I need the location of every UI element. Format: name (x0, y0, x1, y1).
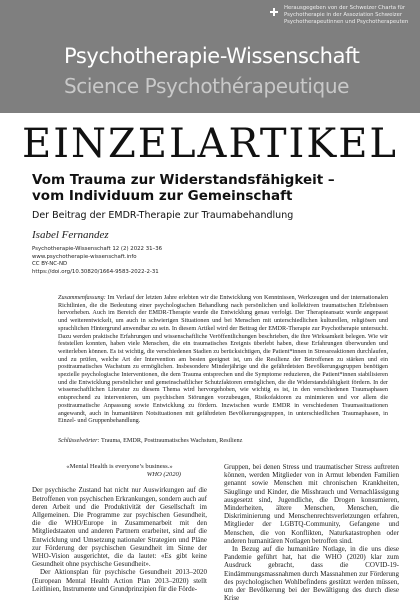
body-paragraph: Der Aktionsplan für psychische Gesundheit 2013–2020 (European Mental Health Action Plan 2013–2020) stellt Leitlinien, Instrumente und Grundprinzipien für die Förde- (32, 568, 207, 593)
single-article-banner: EINZELARTIKEL (22, 121, 398, 167)
article-title (32, 172, 402, 204)
journal-title: Psychotherapie-Wissenschaft (64, 44, 360, 68)
motto-quote: «Mental Health is everyone’s business.» (66, 463, 173, 470)
body-paragraph: Gruppen, bei denen Stress und traumatischer Stress auftreten können, werden Mitglieder von in Armut lebenden Familien genannt sowie Menschen mit chronischen Krankheiten, Säuglinge und Kinder, die Misshrauch und Vernachlässigung ausgesetzt sind, Jugendliche, die Drogen konsumieren, Minderheiten, ältere Menschen, Menschen, die Diskriminierung und Menschenrechtsverletzungen erfahren, Mitglieder der LGBTQ-Community, Gefangene und Menschen, die von Konflikten, Naturkatastrophen oder anderen humanitären Notlagen betroffen sind. (224, 463, 399, 545)
publisher-line: Psychotherapie in der Assoziation Schweizer (284, 12, 403, 18)
citation-line: Psychotherapie-Wissenschaft 12 (2) 2022 31–36 (32, 246, 163, 252)
abstract-label: Zusammenfassung: (58, 294, 106, 301)
keywords (58, 437, 388, 444)
body-column-right (224, 463, 399, 602)
publisher-note (284, 5, 416, 26)
publisher-line: Herausgegeben von der Schweizer Charta für (284, 5, 406, 11)
body-column-left (32, 463, 207, 593)
article-title-line: vom Individuum zur Gemeinschaft (32, 188, 293, 204)
body-paragraph: In Bezug auf die humanitäre Notlage, in die uns diese Pandemie geführt hat, hat die WHO (2020) klar zum Ausdruck gebracht, dass die COVID-19-Eindämmungsmassnahmen durch Massnahmen zur Förderung des psychologischen Wohlbefindens gestützt werden müssen, um der Bevölkerung bei der Bewältigung des durch diese Krise (224, 545, 399, 602)
article-subtitle: Der Beitrag der EMDR-Therapie zur Traumabehandlung (32, 210, 294, 221)
journal-header-band (0, 0, 420, 113)
article-author: Isabel Fernandez (32, 229, 109, 241)
doi-link[interactable]: https://doi.org/10.30820/1664-9583-2022-2-31 (32, 268, 159, 275)
abstract (58, 294, 388, 425)
abstract-text: Im Verlauf der letzten Jahre erlebten wir die Entwicklung von Kenntnissen, Werkzeugen und der internationalen Richtlinien, die die Bedeutung einer psychologischen Behandlung nach persönlichen und kollektiven traumatischen Erlebnissen hervorheben. Auch im Bereich der EMDR-Therapie wurde die Entwicklung genau verfolgt. Der Therapieansatz wurde angepasst und weiterentwickelt, um auch in schwierigen Situationen und bei Menschen mit unterschiedlichen kulturellen, religiösen und sprachlichen Hintergrund anwendbar zu sein. In diesem Artikel wird der Beitrag der EMDR-Therapie zur Psychotherapie untersucht. Dazu werden praktische Erfahrungen und wissenschaftliche Veröffentlichungen beschrieben, die ihre Wirksamkeit belegen. Wie wir feststellen konnten, haben viele Menschen, die ein traumatisches Ereignis überlebt haben, diese Erfahrungen überwunden und weiterleben können. Es ist wichtig, die verschiedenen Stadien zu berücksichtigen, die Patient*innen in Stressreaktionen durchlaufen, und zu prüfen, welche Art der Intervention am besten geeignet ist, um die Resilienz der Betroffenen zu stärken und ein posttraumatisches Wachstum zu ermöglichen. Insbesondere Minderjährige und die gefährdetsten Bevölkerungsgruppen benötigen spezielle psychologische Interventionen, die dem Trauma entsprechen und die Symptome reduzieren, die Patient*innen stabilisieren und die Entwicklung persönlicher und gemeinschaftlicher Schutzfaktoren ermöglichen, die die Widerstandsfähigkeit fördern. In der wissenschaftlichen Literatur zu diesem Thema wird hervorgehoben, wie wichtig es ist, in den verschiedenen Traumaphasen entsprechend zu intervenieren, um psychischen Störungen vorzubeugen, Risikofaktoren zu minimieren und vor allem die posttraumatische Anpassung sowie Entwicklung zu fördern. Inzwischen wurde EMDR in verschiedenen Traumasituationen angewandt, auch in humanitären Notsituationen mit gefährdeten Bevölkerungsgruppen, in unterschiedlichen Traumaphasen, in Einzel- und Gruppenbehandlung. (58, 294, 389, 425)
license-line: CC BY-NC-ND (32, 261, 68, 268)
citation-meta (32, 246, 162, 276)
swiss-cross-logo-icon (270, 8, 278, 16)
article-title-line: Vom Trauma zur Widerstandsfähigkeit – (32, 172, 335, 188)
keywords-label: Schlüsselwörter: (58, 437, 100, 444)
body-paragraph: Der psychische Zustand hat nicht nur Auswirkungen auf die Betroffenen von psychischen Erkrankungen, sondern auch auf deren Arbeit und die Produktivität der Gesellschaft im Allgemeinen. Die Programme zur psychischen Gesundheit, die die WHO/Europe in Zusammenarbeit mit den Mitgliedstaaten und anderen Partnern erarbeitet, sind auf die Entwicklung und Umsetzung nationaler Strategien und Pläne zur Förderung der psychischen Gesundheit im Sinne der WHO-Vision ausgerichtet, die da lautet: «Es gibt keine Gesundheit ohne psychische Gesundheit». (32, 486, 207, 569)
publisher-line: Psychotherapeutinnen und Psychotherapeuten (284, 19, 409, 25)
keywords-text: Trauma, EMDR, Posttraumatisches Wachstum, Resilienz (101, 437, 243, 444)
journal-subtitle: Science Psychothérapeutique (64, 74, 350, 98)
motto-source: WHO (2020) (146, 471, 181, 479)
website-link[interactable]: www.psychotherapie-wissenschaft.info (32, 253, 137, 260)
